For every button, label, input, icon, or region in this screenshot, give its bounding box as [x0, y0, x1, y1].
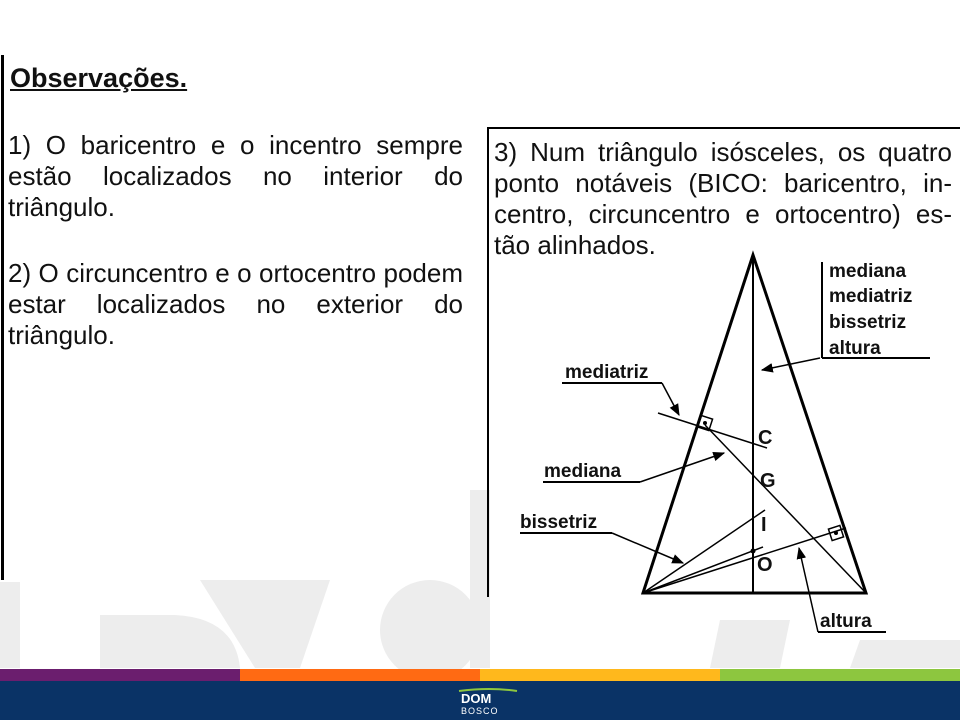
isosceles-triangle-figure	[487, 245, 960, 645]
axis-label-altura: altura	[829, 338, 881, 359]
point-label-c: C	[758, 427, 773, 449]
label-mediana: mediana	[544, 461, 622, 482]
axis-label-mediana: mediana	[829, 261, 907, 282]
observation-1: 1) O baricentro e o incentro sempre estão localizados no interior do triângulo.	[8, 130, 463, 222]
stripe-purple	[0, 669, 240, 681]
point-label-g: G	[760, 470, 776, 492]
logo-text-bottom: BOSCO	[461, 706, 499, 716]
observation-2: 2) O circuncentro e o ortocentro podem estar localizados no exterior do triângulo.	[8, 258, 463, 350]
left-border-line	[1, 55, 4, 580]
mediatriz-line	[658, 413, 767, 448]
altura-line-left	[705, 425, 866, 593]
logo-text-top: DOM	[461, 691, 492, 706]
observation-3: 3) Num triângulo isósceles, os quatro ponto notáveis (BICO: baricentro, in-centro, circuncentro e ortocentro) es-tão alinhados.	[494, 137, 952, 260]
label-altura: altura	[820, 611, 872, 632]
stripe-green	[720, 669, 960, 681]
color-stripes	[0, 669, 960, 681]
stripe-yellow	[480, 669, 720, 681]
label-bissetriz: bissetriz	[520, 512, 598, 533]
label-mediatriz: mediatriz	[565, 362, 649, 383]
axis-label-mediatriz: mediatriz	[829, 286, 913, 307]
point-label-i: I	[761, 514, 767, 536]
page-heading: Observações.	[10, 63, 188, 93]
stripe-orange	[240, 669, 480, 681]
mediana-line	[643, 510, 765, 593]
point-label-o: O	[757, 554, 773, 576]
axis-label-bissetriz: bissetriz	[829, 312, 907, 333]
altura-line-right	[643, 528, 846, 593]
dom-bosco-logo	[455, 688, 525, 716]
